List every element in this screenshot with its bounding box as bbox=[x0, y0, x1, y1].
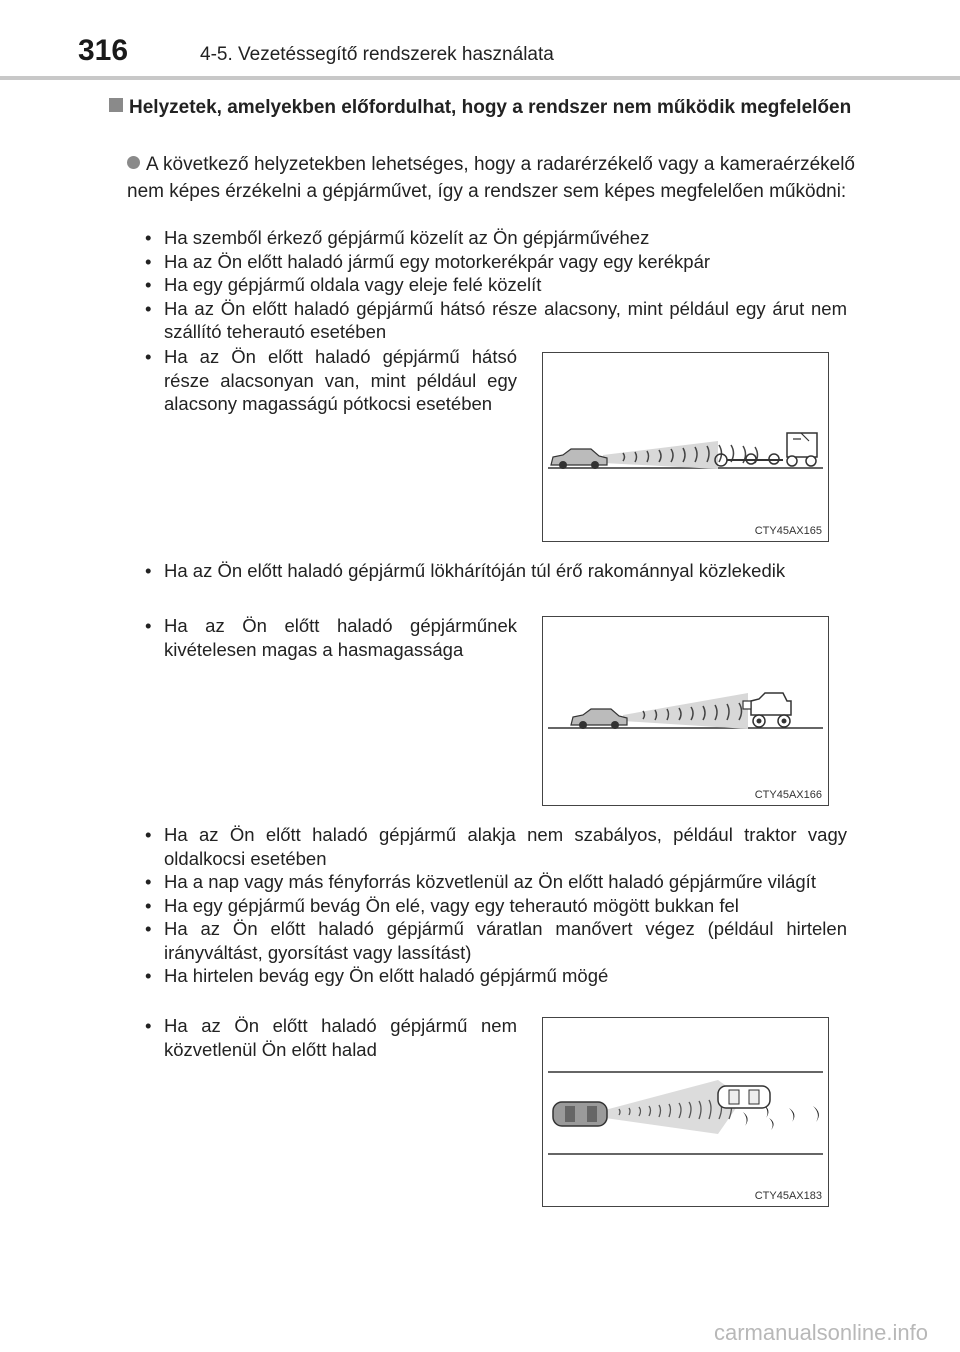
list-item: • Ha szemből érkező gépjármű közelít az Ön gépjárművéhez bbox=[145, 226, 847, 250]
offset-vehicle-illustration bbox=[543, 1018, 828, 1206]
figure-code: CTY45AX165 bbox=[754, 525, 822, 537]
list-item: • Ha az Ön előtt haladó gépjármű hátsó része alacsonyan van, mint például egy alacsony magasságú pótkocsi esetében bbox=[145, 345, 517, 416]
list-item: • Ha az Ön előtt haladó gépjármű lökhárítóján túl érő rakománnyal közlekedik bbox=[145, 559, 847, 583]
intro-text: A következő helyzetekben lehetséges, hogy a radarérzékelő vagy a kameraérzékelő nem képes érzékelni a gépjárművet, így a rendszer sem képes megfelelően működni: bbox=[127, 154, 855, 202]
page-number: 316 bbox=[78, 34, 129, 67]
intro-paragraph bbox=[127, 151, 855, 205]
section-title: Helyzetek, amelyekben előfordulhat, hogy a rendszer nem működik megfelelően bbox=[129, 97, 852, 118]
watermark: carmanualsonline.info bbox=[713, 1320, 928, 1345]
list-item: • Ha az Ön előtt haladó gépjármű alakja nem szabályos, például traktor vagy oldalkocsi esetében bbox=[145, 823, 847, 870]
list-item: • Ha egy gépjármű oldala vagy eleje felé közelít bbox=[145, 273, 847, 297]
situation-list-overhang bbox=[145, 559, 847, 583]
circle-bullet-icon bbox=[127, 156, 140, 169]
list-item: • Ha az Ön előtt haladó gépjármű nem közvetlenül Ön előtt halad bbox=[145, 1014, 517, 1061]
situation-list-1 bbox=[145, 226, 847, 344]
high-clearance-illustration bbox=[543, 617, 828, 805]
square-bullet-icon bbox=[109, 98, 123, 112]
situation-list-low-trailer bbox=[145, 345, 517, 416]
figure-code: CTY45AX166 bbox=[754, 789, 822, 801]
page-header bbox=[0, 0, 960, 80]
figure-low-trailer bbox=[542, 352, 829, 542]
figure-high-clearance bbox=[542, 616, 829, 806]
section-heading bbox=[109, 95, 857, 121]
list-item: • Ha az Ön előtt haladó jármű egy motorkerékpár vagy egy kerékpár bbox=[145, 250, 847, 274]
list-item: • Ha az Ön előtt haladó gépjármű hátsó része alacsony, mint például egy árut nem szállító teherautó esetében bbox=[145, 297, 847, 344]
list-item: • Ha a nap vagy más fényforrás közvetlenül az Ön előtt haladó gépjárműre világít bbox=[145, 870, 847, 894]
situation-list-high-clearance bbox=[145, 614, 517, 661]
list-item: • Ha hirtelen bevág egy Ön előtt haladó gépjármű mögé bbox=[145, 964, 847, 988]
figure-code: CTY45AX183 bbox=[754, 1190, 822, 1202]
situation-list-2 bbox=[145, 823, 847, 988]
header-divider bbox=[0, 76, 960, 80]
list-item: • Ha egy gépjármű bevág Ön elé, vagy egy teherautó mögött bukkan fel bbox=[145, 894, 847, 918]
list-item: • Ha az Ön előtt haladó gépjárműnek kivételesen magas a hasmagassága bbox=[145, 614, 517, 661]
situation-list-not-directly bbox=[145, 1014, 517, 1061]
list-item: • Ha az Ön előtt haladó gépjármű váratlan manővert végez (például hirtelen irányváltást, gyorsítást vagy lassítást) bbox=[145, 917, 847, 964]
figure-offset-vehicle bbox=[542, 1017, 829, 1207]
chapter-title: 4-5. Vezetéssegítő rendszerek használata bbox=[200, 44, 554, 65]
low-trailer-illustration bbox=[543, 353, 828, 541]
